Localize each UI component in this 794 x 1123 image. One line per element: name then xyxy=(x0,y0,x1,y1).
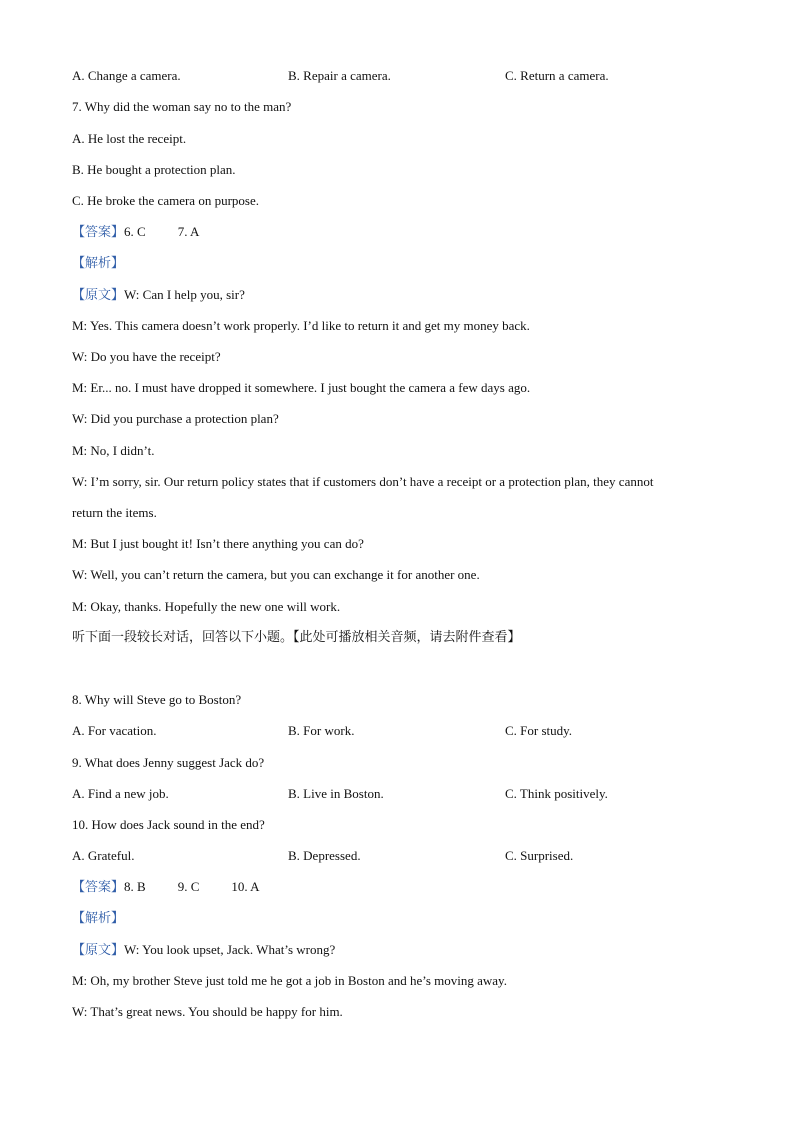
q6-option-a: A. Change a camera. xyxy=(72,68,181,83)
transcript-tag: 【原文】 xyxy=(72,288,125,303)
transcript-line: W: Did you purchase a protection plan? xyxy=(72,411,279,426)
transcript-line: M: But I just bought it! Isn’t there anything you can do? xyxy=(72,536,364,551)
answer-tag: 【答案】 xyxy=(72,880,125,895)
transcript-line: W: Do you have the receipt? xyxy=(72,349,221,364)
q8-option-b: B. For work. xyxy=(288,723,355,738)
transcript-text: W: You look upset, Jack. What’s wrong? xyxy=(124,942,336,957)
answer-9: 9. C xyxy=(177,879,200,894)
q6-option-b: B. Repair a camera. xyxy=(288,68,391,83)
transcript-line: W: Well, you can’t return the camera, but you can exchange it for another one. xyxy=(72,567,480,582)
q8-option-a: A. For vacation. xyxy=(72,723,157,738)
answer-line-2 xyxy=(72,879,260,896)
q7-option-c: C. He broke the camera on purpose. xyxy=(72,193,259,208)
q7-option-a: A. He lost the receipt. xyxy=(72,131,187,146)
q10-option-c: C. Surprised. xyxy=(505,848,574,863)
q9-option-a: A. Find a new job. xyxy=(72,786,169,801)
q10-question: 10. How does Jack sound in the end? xyxy=(72,817,265,832)
analysis-tag-2: 【解析】 xyxy=(72,911,125,926)
transcript-tag: 【原文】 xyxy=(72,943,125,958)
q8-question: 8. Why will Steve go to Boston? xyxy=(72,692,242,707)
q7-question: 7. Why did the woman say no to the man? xyxy=(72,99,292,114)
q8-option-c: C. For study. xyxy=(505,723,573,738)
transcript-line: return the items. xyxy=(72,505,157,520)
transcript-line xyxy=(72,287,245,304)
transcript-line: W: That’s great news. You should be happy for him. xyxy=(72,1004,343,1019)
transcript-line: M: Er... no. I must have dropped it somewhere. I just bought the camera a few days ago. xyxy=(72,380,531,395)
q7-option-b: B. He bought a protection plan. xyxy=(72,162,236,177)
q9-question: 9. What does Jenny suggest Jack do? xyxy=(72,755,265,770)
transcript-line xyxy=(72,942,335,959)
q9-option-c: C. Think positively. xyxy=(505,786,608,801)
transcript-line: M: No, I didn’t. xyxy=(72,443,155,458)
transcript-text: W: Can I help you, sir? xyxy=(124,287,245,302)
answer-line-1 xyxy=(72,224,199,241)
q10-option-a: A. Grateful. xyxy=(72,848,135,863)
transcript-line: M: Okay, thanks. Hopefully the new one will work. xyxy=(72,599,341,614)
section-instruction: 听下面一段较长对话，回答以下小题。【此处可播放相关音频，请去附件查看】 xyxy=(72,630,521,645)
answer-8: 8. B xyxy=(124,879,146,894)
q10-option-b: B. Depressed. xyxy=(288,848,361,863)
answer-7: 7. A xyxy=(177,224,200,239)
q9-option-b: B. Live in Boston. xyxy=(288,786,384,801)
transcript-line: M: Oh, my brother Steve just told me he got a job in Boston and he’s moving away. xyxy=(72,973,507,988)
answer-tag: 【答案】 xyxy=(72,225,125,240)
transcript-line: W: I’m sorry, sir. Our return policy states that if customers don’t have a receipt or a protection plan, they cannot xyxy=(72,474,654,489)
answer-10: 10. A xyxy=(231,879,260,894)
analysis-tag-1: 【解析】 xyxy=(72,256,125,271)
q6-option-c: C. Return a camera. xyxy=(505,68,609,83)
transcript-line: M: Yes. This camera doesn’t work properly. I’d like to return it and get my money back. xyxy=(72,318,530,333)
answer-6: 6. C xyxy=(124,224,146,239)
